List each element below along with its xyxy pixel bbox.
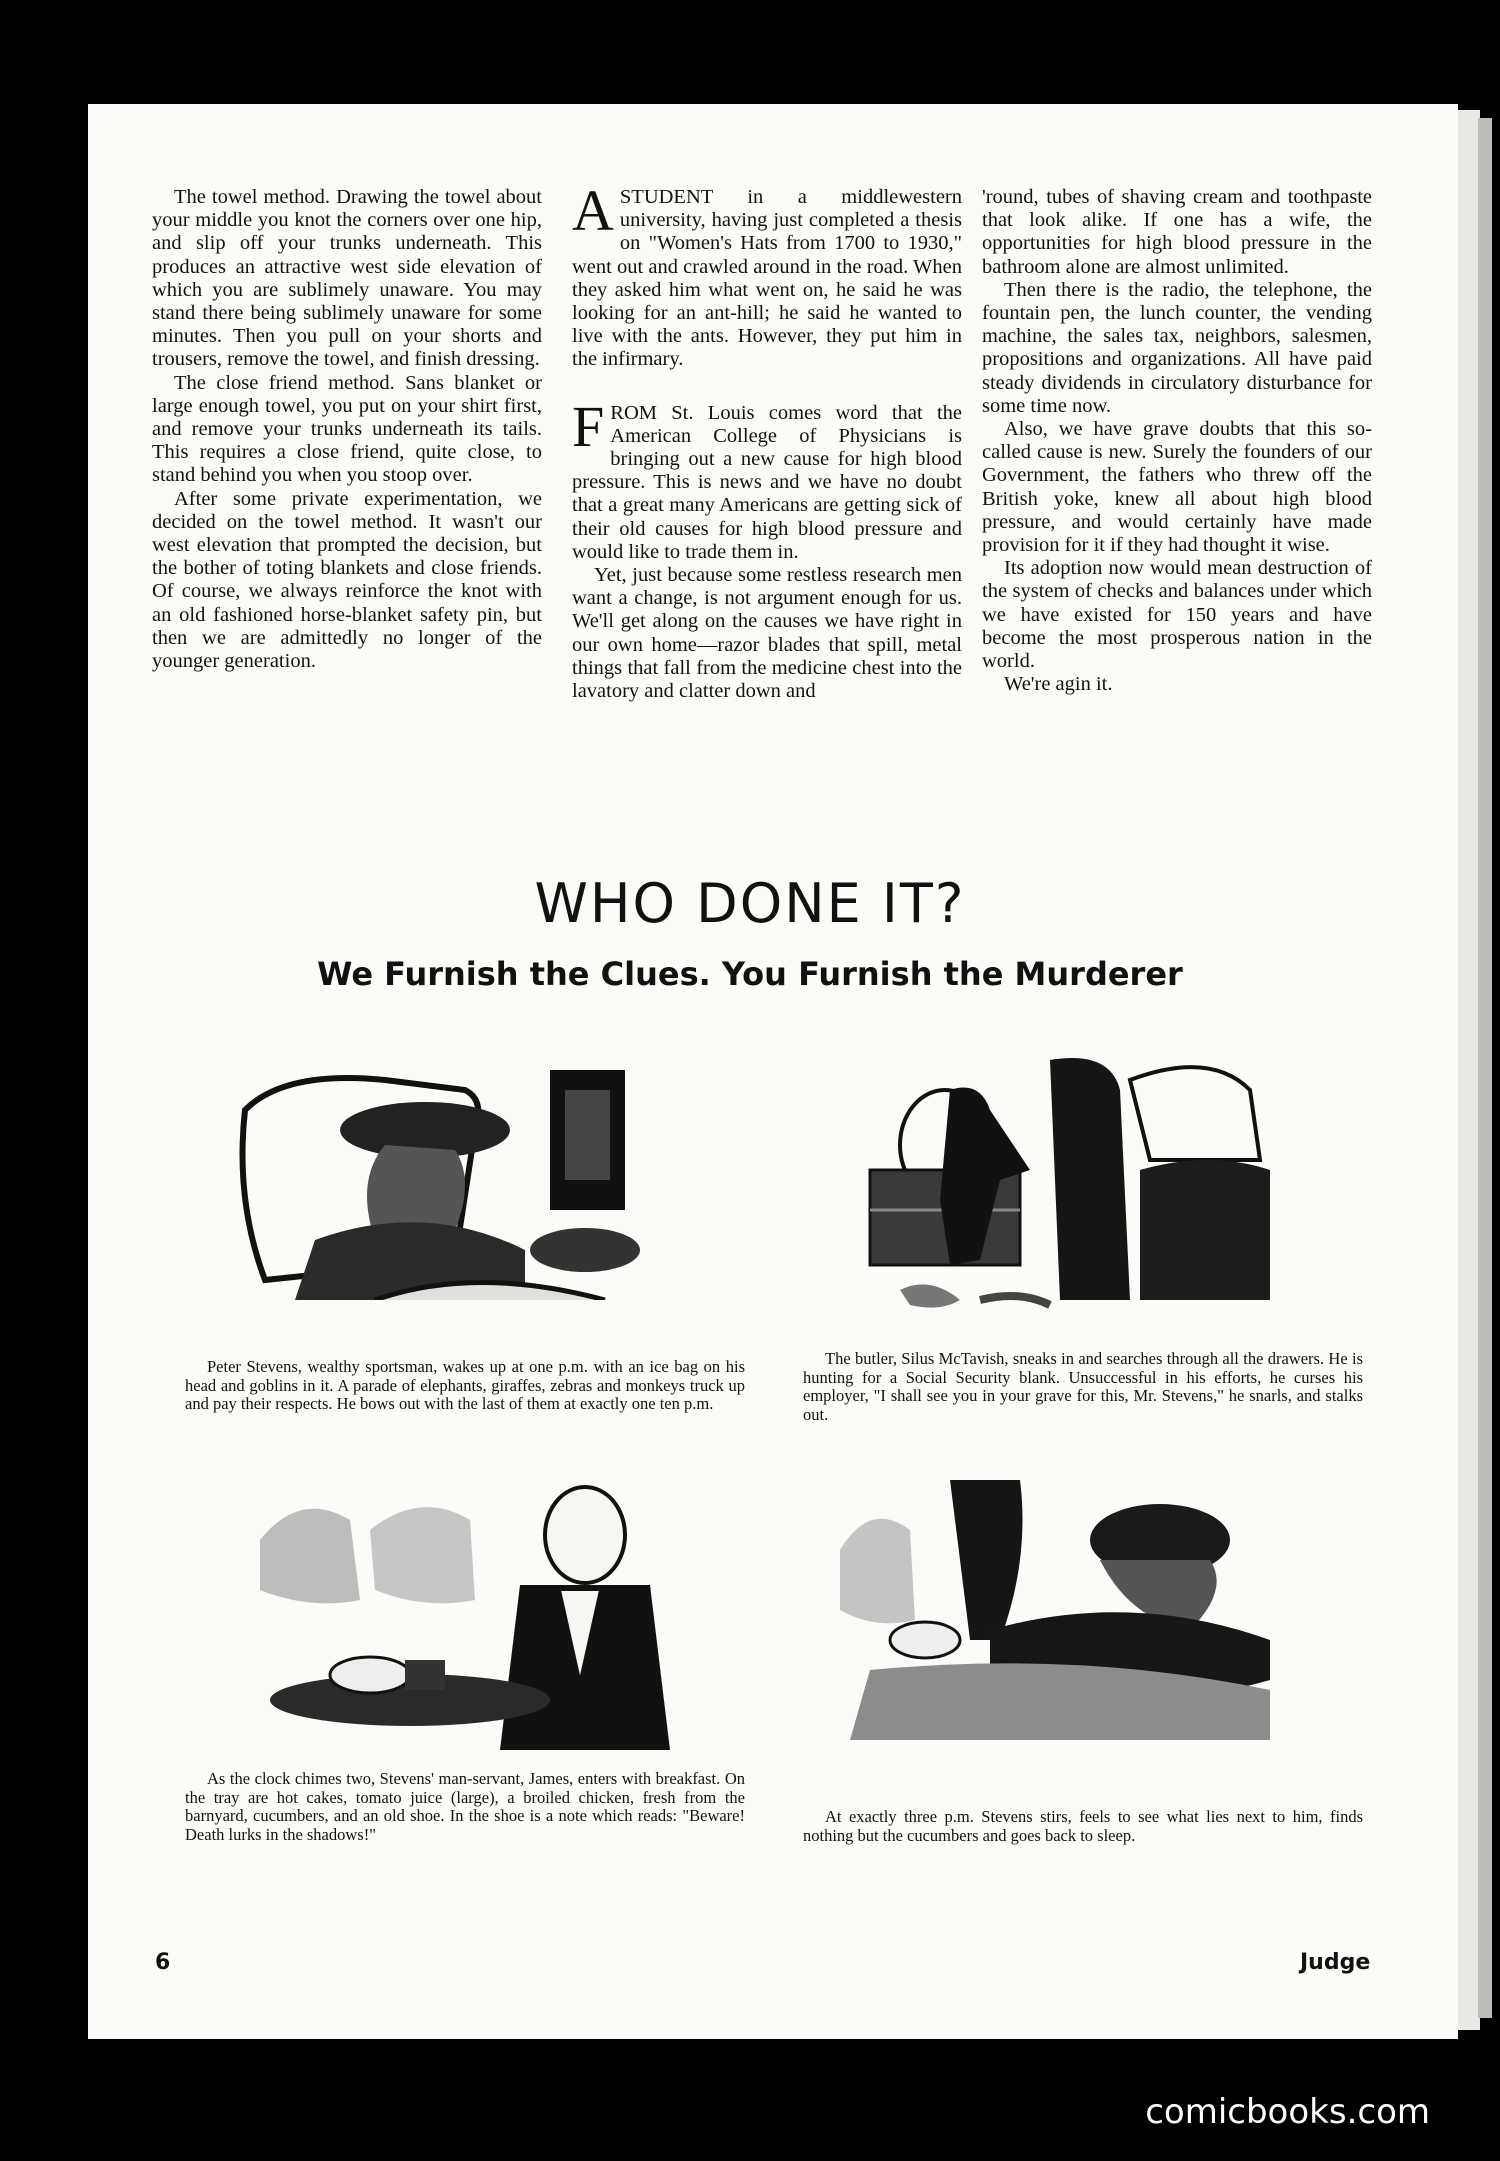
caption-panel-2: The butler, Silus McTavish, sneaks in and searches through all the drawers. He is hunting for a Social Security blank. Unsuccessful in his efforts, he curses his employer, "I shall see you in your grave for this, Mr. Stevens," he snarls, and stalks out. (803, 1349, 1363, 1424)
paragraph: Its adoption now would mean destruction of the system of checks and balances under which we have existed for 150 years and have become the most prosperous nation in the world. (982, 557, 1372, 673)
paragraph: Yet, just because some restless research men want a change, is not argument enough for us. We'll get along on the causes we have right in our own home—razor blades that spill, metal things that fall from the medicine chest into the lavatory and clatter down and (572, 564, 962, 703)
caption-panel-3: As the clock chimes two, Stevens' man-servant, James, enters with breakfast. On the tray are hot cakes, tomato juice (large), a broiled chicken, fresh from the barnyard, cucumbers, and an old shoe. In the shoe is a note which reads: "Beware! Death lurks in the shadows!" (185, 1769, 745, 1844)
paragraph: We're agin it. (1004, 673, 1113, 696)
paragraph (572, 393, 962, 564)
article-column-1 (152, 186, 542, 673)
paragraph-text: STUDENT in a middlewestern university, having just completed a thesis on "Women's Hats from 1700 to 1930," went out and crawled around in the road. When they asked him what went on, he said he was looking for an ant-hill; he said he wanted to live with the ants. However, they put him in the infirmary. (572, 186, 962, 371)
illustration-servant-with-tray (250, 1480, 670, 1750)
illustration-man-sleeping (830, 1480, 1310, 1740)
feature-title: WHO DONE IT? (534, 872, 966, 935)
article-column-2 (572, 178, 962, 703)
article-column-3 (982, 186, 1372, 696)
paragraph-text: ROM St. Louis comes word that the American College of Physicians is bringing out a new cause for high blood pressure. This is news and we have no doubt that a great many Americans are getting sick of their old causes for high blood pressure and would like to trade them in. (572, 401, 962, 563)
page-number: 6 (155, 1950, 171, 1975)
paragraph: 'round, tubes of shaving cream and toothpaste that look alike. If one has a wife, the opportunities for high blood pressure in the bathroom alone are almost unlimited. (982, 186, 1372, 278)
feature-subtitle: We Furnish the Clues. You Furnish the Murderer (317, 955, 1183, 993)
paragraph: Then there is the radio, the telephone, the fountain pen, the lunch counter, the vending machine, the sales tax, neighbors, salesmen, propositions and organizations. All have paid steady dividends in circulatory disturbance for some time now. (982, 278, 1372, 417)
illustration-man-in-bed (225, 1050, 705, 1300)
next-page-edge (1458, 110, 1480, 2030)
paragraph: After some private experimentation, we decided on the towel method. It wasn't our west elevation that prompted the decision, but the bother of toting blankets and close friends. Of course, we always reinforce the knot with an old fashioned horse-blanket safety pin, but then we are admittedly no longer of the younger generation. (152, 487, 542, 673)
drop-cap: A (572, 178, 614, 243)
paragraph (572, 178, 962, 372)
caption-panel-1: Peter Stevens, wealthy sportsman, wakes up at one p.m. with an ice bag on his head and goblins in it. A parade of elephants, giraffes, zebras and monkeys truck up and pay their respects. He bows out with the last of them at exactly one ten p.m. (185, 1357, 745, 1413)
paragraph: The close friend method. Sans blanket or large enough towel, you put on your shirt first, and remove your trunks underneath its tails. This requires a close friend, quite close, to stand behind you when you stoop over. (152, 371, 542, 487)
paragraph: The towel method. Drawing the towel about your middle you knot the corners over one hip, and slip off your trunks underneath. This produces an attractive west side elevation of which you are sublimely unaware. You may stand there being sublimely unaware for some minutes. Then you pull on your shorts and trousers, remove the towel, and finish dressing. (152, 186, 542, 371)
binding-edge (1478, 118, 1492, 2018)
magazine-name: Judge (1300, 1950, 1371, 1975)
illustration-butler-searching (830, 1050, 1310, 1330)
watermark: comicbooks.com (1145, 2092, 1430, 2132)
caption-panel-4: At exactly three p.m. Stevens stirs, feels to see what lies next to him, finds nothing but the cucumbers and goes back to sleep. (803, 1807, 1363, 1845)
drop-cap: F (572, 393, 605, 459)
paragraph: Also, we have grave doubts that this so-called cause is new. Surely the founders of our Government, the fathers who threw off the British yoke, knew all about high blood pressure, and would certainly have made provision for it if they had thought it wise. (982, 418, 1372, 557)
